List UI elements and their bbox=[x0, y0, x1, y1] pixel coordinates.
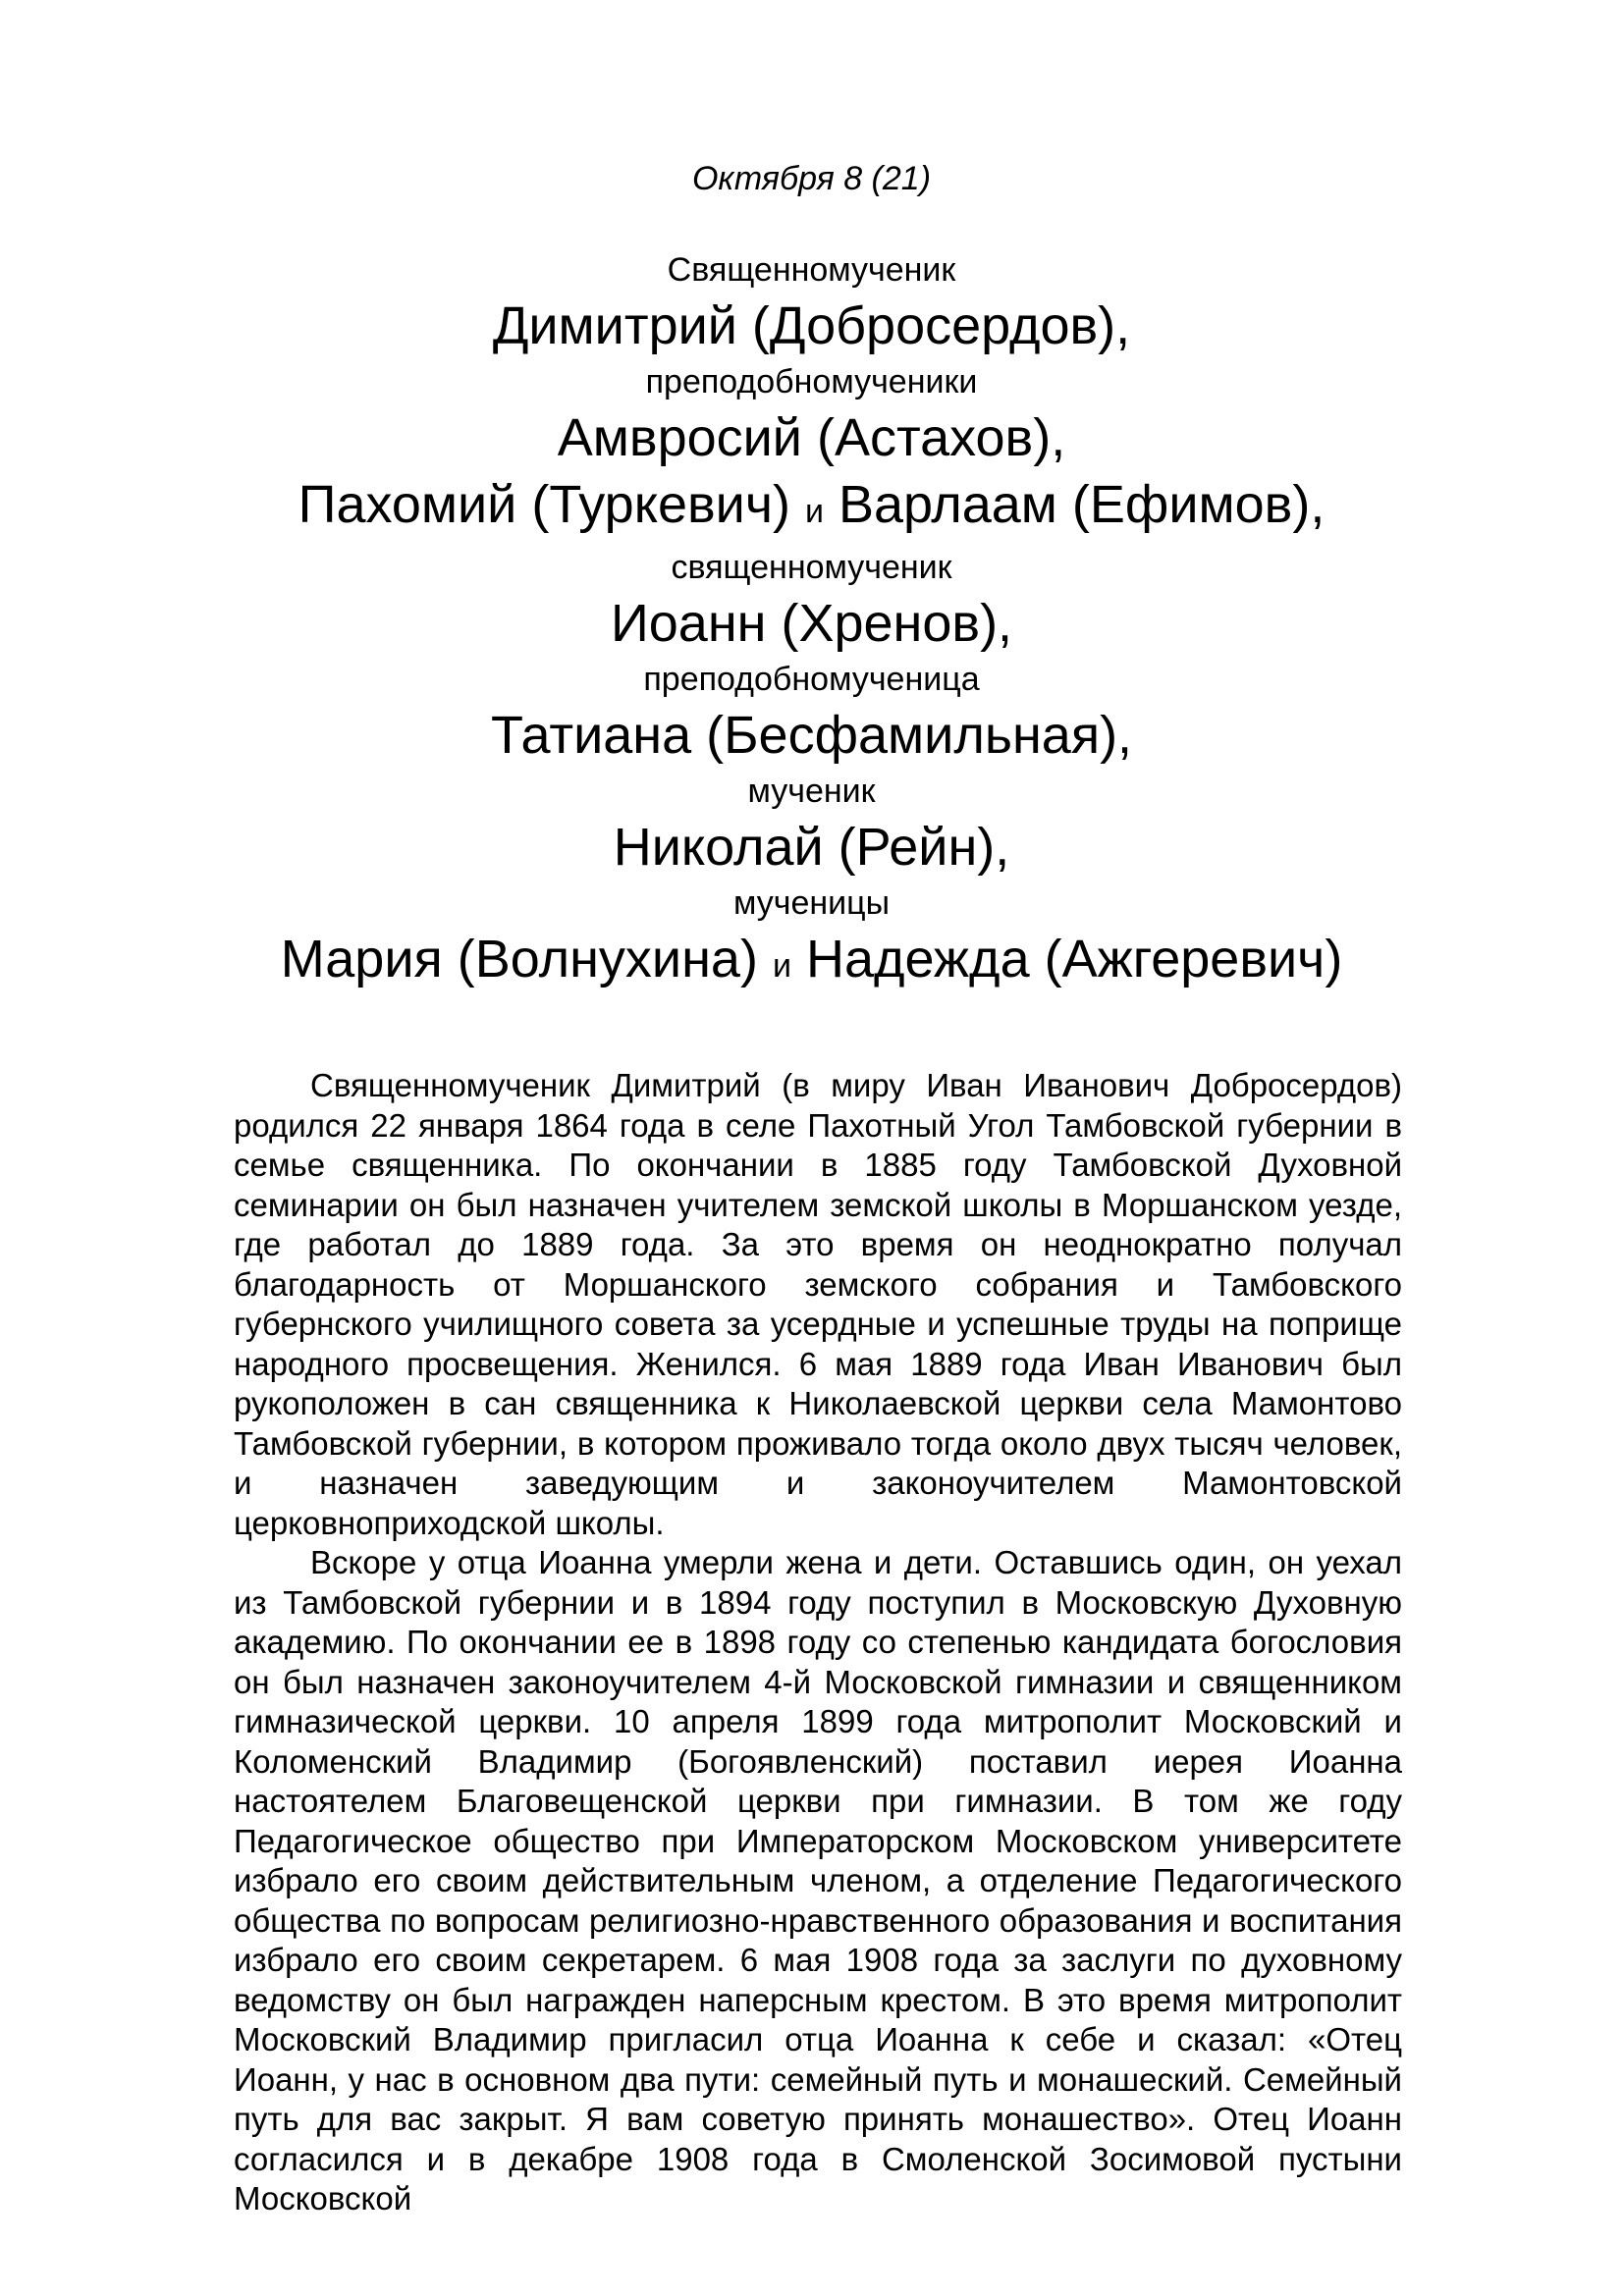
conjunction: и bbox=[804, 493, 824, 530]
rank-venerable-martyr-f: преподобномученица bbox=[643, 661, 980, 698]
name-nadezhda: Надежда (Ажгеревич) bbox=[805, 930, 1343, 988]
name-ioann: Иоанн (Хренов), bbox=[610, 594, 1013, 653]
conjunction-2: и bbox=[772, 947, 791, 985]
name-varlaam: Варлаам (Ефимов), bbox=[838, 475, 1325, 534]
feast-date: Октября 8 (21) bbox=[691, 160, 932, 197]
paragraph-1: Священномученик Димитрий (в миру Иван Иванович Добросердов) родился 22 января 1864 года в селе Пахотный Угол Тамбовской губернии в семье священника. По окончании в 1885 году Тамбовской Духовной семинарии он был назначен учителем земской школы в Моршанском уезде, где работал до 1889 года. За это время он неоднократно получал благодарность от Моршанского земского собрания и Тамбовского губернского училищного совета за усердные и успешные труды на поприще народного просвещения. Женился. 6 мая 1889 года Иван Иванович был рукоположен в сан священника к Николаевской церкви села Мамонтово Тамбовской губернии, в котором проживало тогда около двух тысяч человек, и назначен заведующим и законоучителем Мамонтовской церковноприходской школы. bbox=[234, 1067, 1402, 1541]
rank-hieromartyr-2: священномученик bbox=[671, 549, 952, 586]
rank-martyr: мученик bbox=[747, 773, 876, 810]
name-maria: Мария (Волнухина) bbox=[280, 930, 758, 988]
names-pachomius-varlaam bbox=[0, 471, 1623, 545]
rank-martyrs-f: мученицы bbox=[732, 884, 891, 922]
name-dimitry: Димитрий (Добросердов), bbox=[492, 296, 1131, 355]
name-pachomius: Пахомий (Туркевич) bbox=[298, 475, 790, 534]
rank-hieromartyr: Священномученик bbox=[667, 251, 956, 289]
rank-venerable-martyrs: преподобномученики bbox=[645, 363, 978, 400]
name-tatiana: Татиана (Бесфамильная), bbox=[490, 706, 1133, 765]
name-ambrose: Амвросий (Астахов), bbox=[557, 408, 1066, 467]
paragraph-2: Вскоре у отца Иоанна умерли жена и дети. Оставшись один, он уехал из Тамбовской губернии и в 1894 году поступил в Московскую Духовную академию. По окончании ее в 1898 году со степенью кандидата богословия он был назначен законоучителем 4-й Московской гимназии и священником гимназической церкви. 10 апреля 1899 года митрополит Московский и Коломенский Владимир (Богоявленский) поставил иерея Иоанна настоятелем Благовещенской церкви при гимназии. В том же году Педагогическое общество при Императорском Московском университете избрало его своим действительным членом, а отделение Педагогического общества по вопросам религиозно-нравственного образования и воспитания избрало его своим секретарем. 6 мая 1908 года за заслуги по духовному ведомству он был награжден наперсным крестом. В это время митрополит Московский Владимир пригласил отца Иоанна к себе и сказал: «Отец Иоанн, у нас в основном два пути: семейный путь и монашеский. Семейный путь для вас закрыт. Я вам советую принять монашество». Отец Иоанн согласился и в декабре 1908 года в Смоленской Зосимовой пустыни Московской bbox=[234, 1544, 1402, 2216]
body-text bbox=[234, 1066, 1402, 2219]
saints-heading bbox=[0, 247, 1623, 999]
names-maria-nadezhda bbox=[0, 926, 1623, 999]
name-nikolai: Николай (Рейн), bbox=[613, 818, 1010, 877]
